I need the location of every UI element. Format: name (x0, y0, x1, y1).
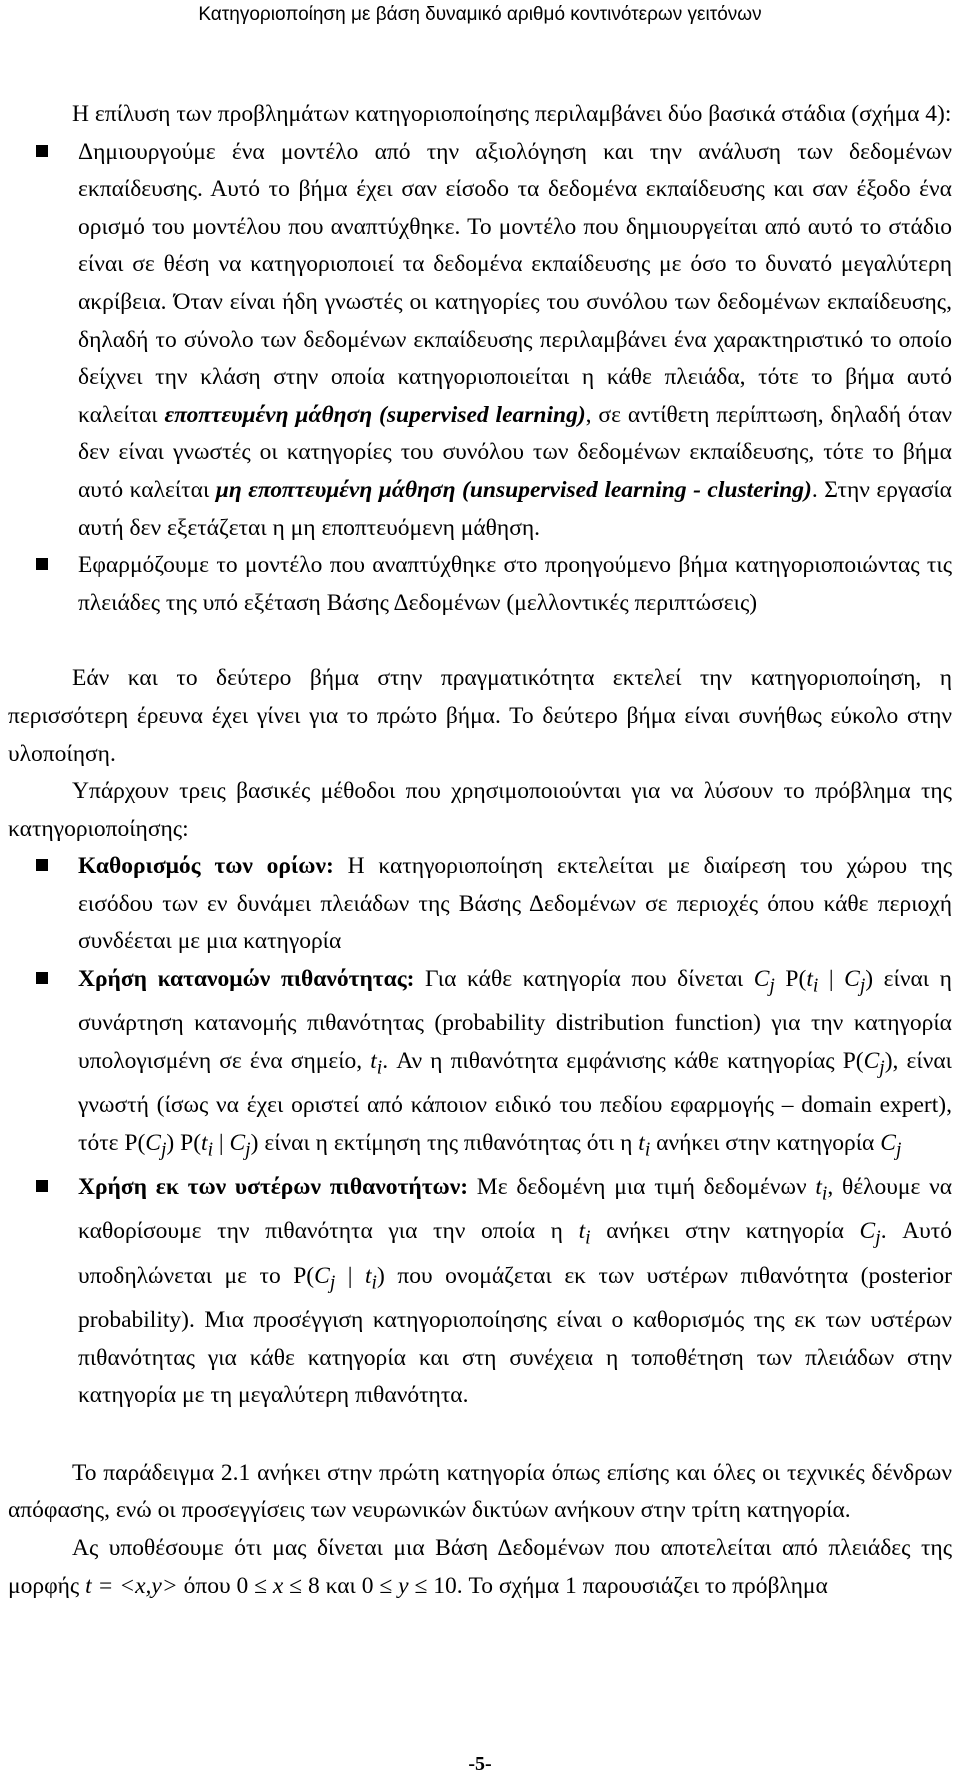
text: . Αν η πιθανότητα εμφάνισης κάθε κατηγορίας P( (382, 1047, 864, 1074)
bullet-step-2 (8, 547, 952, 622)
method-title: Χρήση εκ των υστέρων πιθανοτήτων: (78, 1174, 469, 1201)
text: ) που ονομάζεται εκ των υστέρων πιθανότητα (posterior probability). Μια προσέγγιση κατηγοριοποίησης είναι ο καθορισμός της εκ των υστέρων πιθανότητας για κάθε κατηγορία και στη συνέχεια η τοποθέτηση των πλειάδων στην κατηγορία με τη μεγαλύτερη πιθανότητα. (78, 1262, 953, 1409)
square-bullet-icon (36, 972, 48, 984)
symbol: C (859, 1218, 876, 1245)
text: Δημιουργούμε ένα μοντέλο από την αξιολόγηση και την ανάλυση των δεδομένων εκπαίδευσης. Αυτό το βήμα έχει σαν είσοδο τα δεδομένα εκπαίδευσης και σαν έξοδο ένα ορισμό του μοντέλου που αναπτύχθηκε. Το μοντέλο που δημιουργείται από αυτό το στάδιο είναι σε θέση να κατηγοριοποιεί τα δεδομένα εκπαίδευσης με όσο το δυνατό μεγαλύτερη ακρίβεια. Όταν είναι ήδη γνωστές οι κατηγορίες του συνόλου των δεδομένων εκπαίδευσης, δηλαδή το σύνολο των δεδομένων εκπαίδευσης περιλαμβάνει ένα χαρακτηριστικό το οποίο δείχνει την κλάση στην οποία κατηγοριοποιείται η κάθε πλειάδα, τότε το βήμα αυτό καλείται (78, 138, 952, 428)
text: ) είναι η εκτίμηση της πιθανότητας ότι η (250, 1129, 639, 1156)
running-header: Κατηγοριοποίηση με βάση δυναμικό αριθμό κοντινότερων γειτόνων (198, 4, 762, 25)
symbol: C (863, 1047, 880, 1074)
subscript: i (821, 1183, 828, 1205)
paragraph-intro: Η επίλυση των προβλημάτων κατηγοριοποίησης περιλαμβάνει δύο βασικά στάδια (σχήμα 4): (72, 101, 952, 127)
text: Με δεδομένη μια τιμή δεδομένων (468, 1174, 816, 1201)
bullet-method-boundaries (8, 848, 952, 961)
emphasis-term: εποπτευμένη μάθηση (164, 401, 373, 428)
symbol: t (806, 966, 813, 993)
subscript: j (875, 1228, 881, 1250)
symbol: C (145, 1129, 161, 1156)
equation: t = <x,y> (85, 1572, 178, 1599)
symbol: t (638, 1129, 645, 1156)
bullet-method-posterior (8, 1169, 952, 1415)
method-title: Καθορισμός των ορίων: (78, 853, 334, 880)
paragraph-methods-intro: Υπάρχουν τρεις βασικές μέθοδοι που χρησιμοποιούνται για να λύσουν το πρόβλημα της κατηγοριοποίησης: (8, 778, 952, 842)
symbol: t (201, 1129, 208, 1156)
square-bullet-icon (36, 558, 48, 570)
emphasis-term: (supervised learning) (379, 401, 586, 428)
text: . Στην εργασία αυτή δεν εξετάζεται η μη εποπτευόμενη μάθηση. (78, 476, 952, 541)
symbol: C (880, 1129, 896, 1156)
method-title: Χρήση κατανομών πιθανότητας: (78, 966, 415, 993)
text: ανήκει στην κατηγορία (650, 1129, 881, 1156)
subscript: j (245, 1139, 251, 1161)
paragraph-database (8, 1530, 952, 1605)
text: 10. Το σχήμα 1 παρουσιάζει το πρόβλημα (427, 1572, 828, 1599)
subscript: i (812, 975, 819, 997)
subscript: i (585, 1228, 591, 1250)
text: όπου 0 (177, 1572, 255, 1599)
symbol: C (314, 1262, 330, 1289)
subscript: j (160, 1139, 167, 1161)
text: ) (865, 966, 874, 993)
symbol: ≤ (254, 1572, 267, 1599)
paragraph-second-step: Εάν και το δεύτερο βήμα στην πραγματικότητα εκτελεί την κατηγοριοποίηση, η περισσότερη έρευνα έχει γίνει για το πρώτο βήμα. Το δεύτερο βήμα είναι συνήθως εύκολο στην υλοποίηση. (8, 665, 952, 767)
symbol: y (398, 1572, 409, 1599)
paragraph-example: Το παράδειγμα 2.1 ανήκει στην πρώτη κατηγορία όπως επίσης και όλες οι τεχνικές δένδρων απόφασης, ενώ οι προσεγγίσεις των νευρωνικών δικτύων ανήκουν στην τρίτη κατηγορία. (8, 1459, 952, 1524)
text: | (818, 966, 845, 993)
emphasis-term: μη εποπτευμένη μάθηση (215, 476, 456, 503)
text: P( (774, 966, 807, 993)
bullet-method-distributions (8, 961, 952, 1169)
square-bullet-icon (36, 145, 48, 157)
text: | (335, 1262, 366, 1289)
subscript: j (769, 975, 775, 997)
subscript: j (895, 1139, 902, 1161)
text: Εφαρμόζουμε το μοντέλο που αναπτύχθηκε στο προηγούμενο βήμα κατηγοριοποιώντας τις πλειάδες της υπό εξέταση Βάσης Δεδομένων (μελλοντικές περιπτώσεις) (78, 552, 952, 616)
subscript: i (371, 1272, 377, 1294)
symbol: C (229, 1129, 246, 1156)
text: | (213, 1129, 230, 1156)
symbol: ≤ (379, 1572, 393, 1599)
text: ) P( (166, 1129, 202, 1156)
symbol: x (272, 1572, 284, 1599)
symbol: ≤ (414, 1572, 428, 1599)
bullet-step-1 (8, 134, 952, 548)
subscript: i (207, 1139, 214, 1161)
page-number: -5- (468, 1753, 492, 1775)
symbol: ≤ (289, 1572, 303, 1599)
text: Η κατηγοριοποίηση εκτελείται με διαίρεση του χώρου της εισόδου των εν δυνάμει πλειάδων της Βάσης Δεδομένων σε περιοχές όπου κάθε περιοχή συνδέεται με μια κατηγορία (78, 853, 953, 955)
symbol: t (578, 1218, 586, 1245)
body-text (8, 96, 952, 1605)
subscript: i (644, 1139, 651, 1161)
symbol: C (844, 966, 860, 993)
symbol: C (753, 966, 770, 993)
text: , θέλουμε να καθορίσουμε την πιθανότητα για την οποία η (78, 1174, 953, 1245)
square-bullet-icon (36, 859, 48, 871)
text: 8 και 0 (302, 1572, 380, 1599)
square-bullet-icon (36, 1180, 48, 1192)
text: Ας υποθέσουμε ότι μας δίνεται μια Βάση Δεδομένων που αποτελείται από πλειάδες της μορφής (8, 1534, 952, 1599)
text: , σε αντίθετη περίπτωση, δηλαδή όταν δεν είναι γνωστές οι κατηγορίες του συνόλου των δεδομένων εκπαίδευσης, τότε το βήμα αυτό καλείται (78, 401, 953, 503)
text: . Αυτό υποδηλώνεται με το P( (78, 1218, 952, 1289)
text: είναι η συνάρτηση κατανομής πιθανότητας (probability distribution function) για την κατηγορία υπολογισμένη σε ένα σημείο, (78, 966, 952, 1074)
subscript: i (376, 1057, 383, 1079)
text: Για κάθε κατηγορία που δίνεται (414, 966, 754, 993)
emphasis-term: (unsupervised learning - clustering) (462, 476, 812, 503)
symbol: t (815, 1174, 822, 1201)
subscript: j (879, 1057, 885, 1079)
text: ), είναι γνωστή (ίσως να έχει οριστεί από κάποιον ειδικό του πεδίου εφαρμογής – domain expert), τότε P( (78, 1047, 952, 1156)
symbol: t (370, 1047, 377, 1074)
text: ανήκει στην κατηγορία (590, 1218, 860, 1245)
symbol: t (365, 1262, 372, 1289)
subscript: j (329, 1272, 336, 1294)
subscript: j (859, 975, 866, 997)
